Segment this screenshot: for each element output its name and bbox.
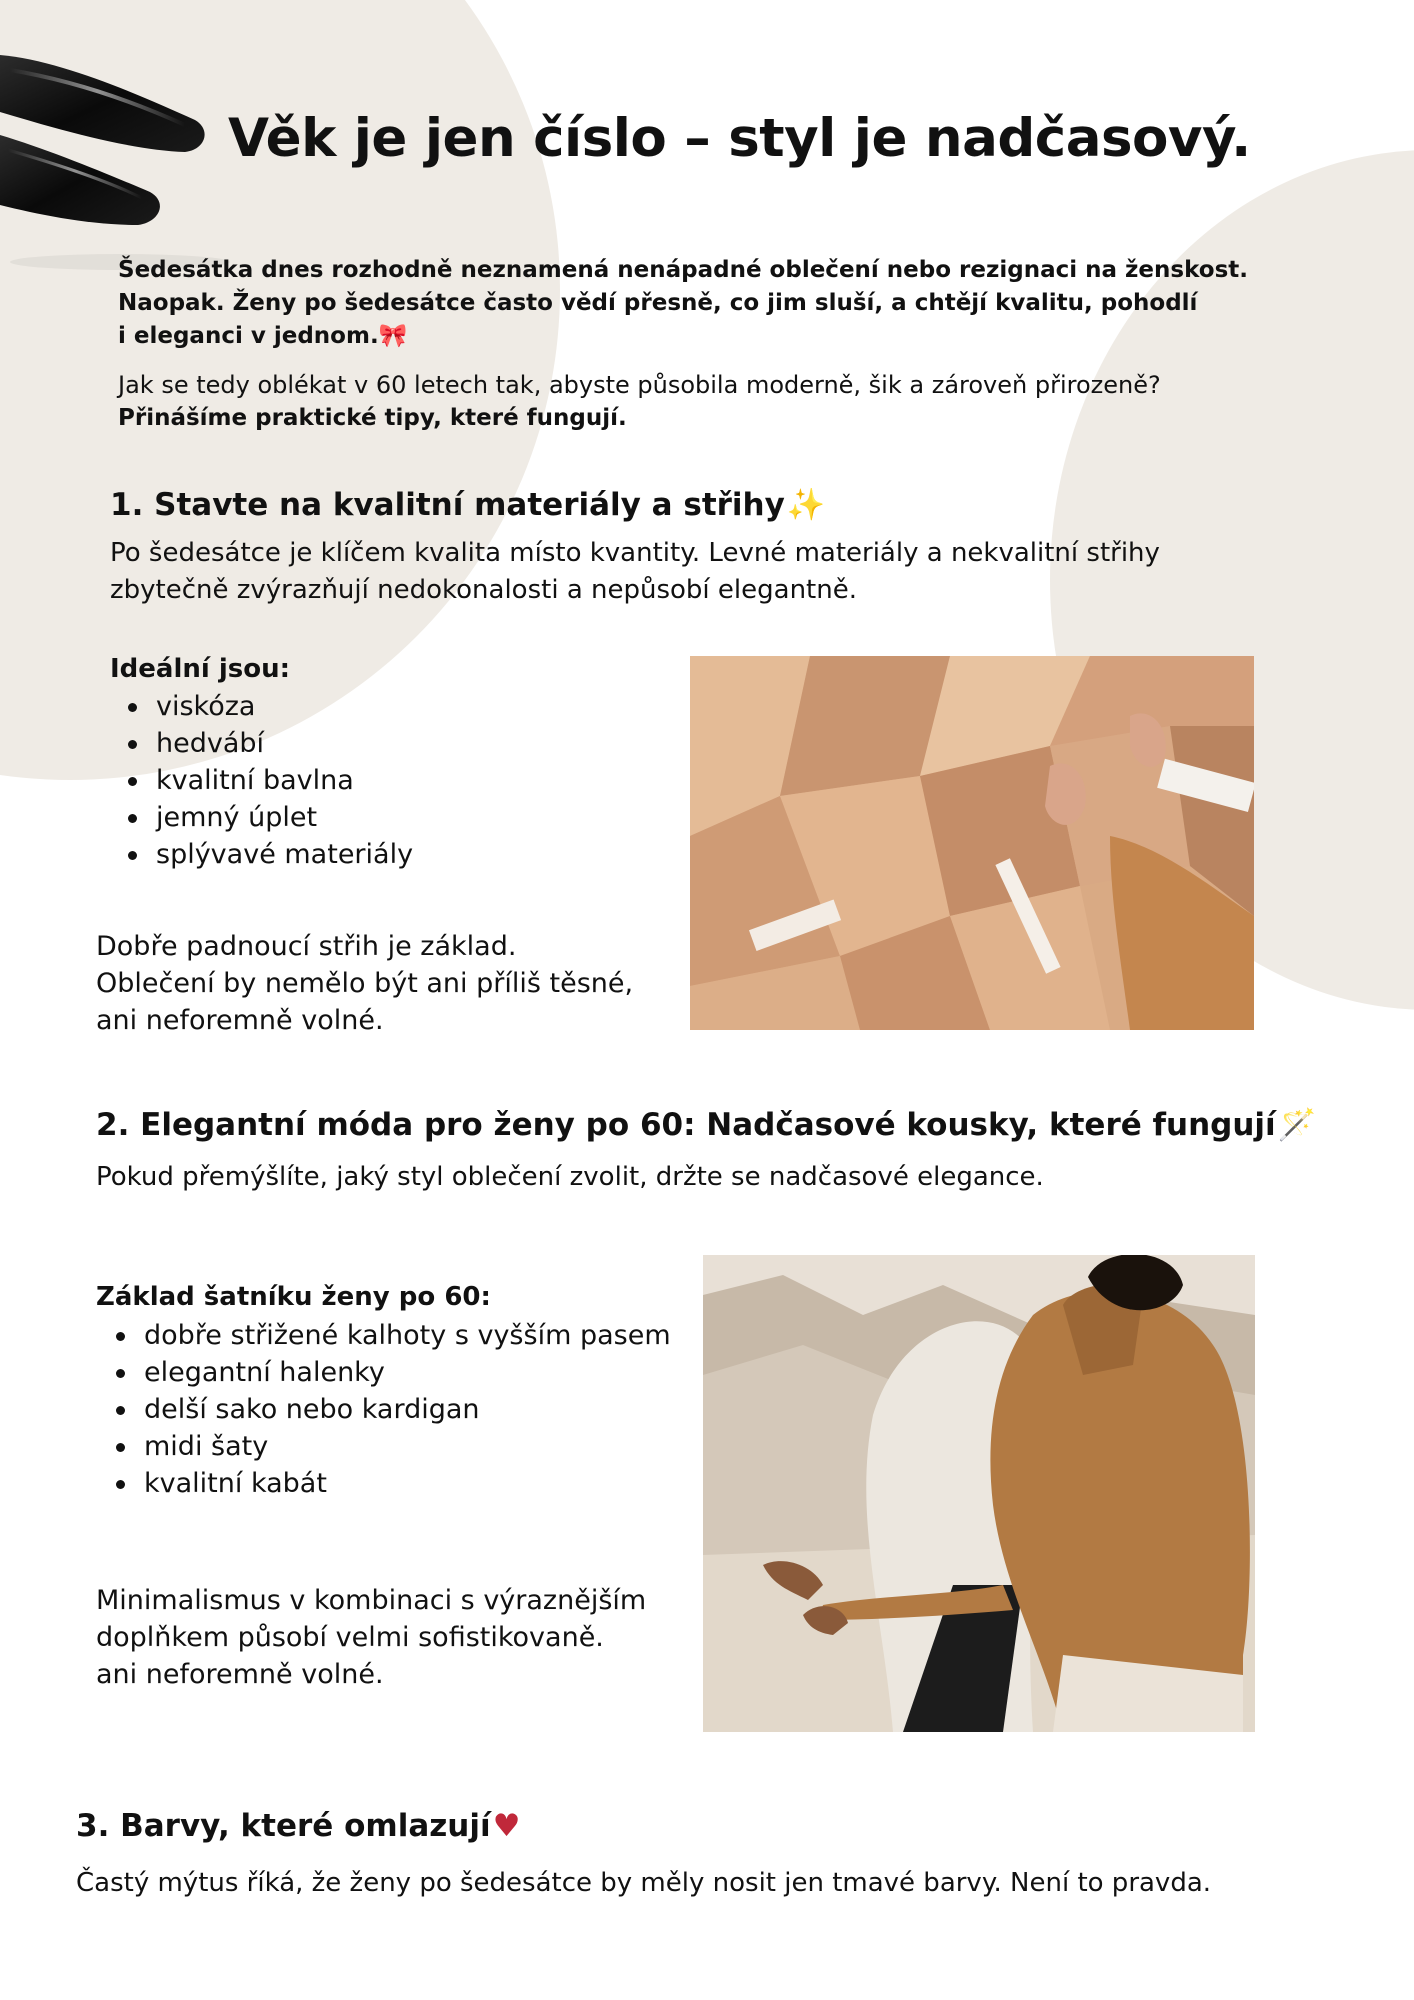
section2-wardrobe-list (102, 1317, 671, 1502)
list-item: jemný úplet (114, 799, 413, 836)
list-item: kvalitní kabát (102, 1465, 671, 1502)
sweaters-outdoor-photo (703, 1255, 1255, 1732)
list-item: splývavé materiály (114, 836, 413, 873)
intro-line-3: i eleganci v jednom.🎀 (118, 323, 408, 349)
list-item: delší sako nebo kardigan (102, 1391, 671, 1428)
list-item: viskóza (114, 688, 413, 725)
section1-heading (110, 486, 1310, 523)
section3-heading-text: 3. Barvy, které omlazují (76, 1808, 491, 1844)
list-item: kvalitní bavlna (114, 762, 413, 799)
section2-heading-text: 2. Elegantní móda pro ženy po 60: Nadčasové kousky, které fungují (96, 1107, 1276, 1143)
page-title: Věk je jen číslo – styl je nadčasový. (228, 108, 1251, 169)
section1-text-2: zbytečně zvýrazňují nedokonalosti a nepůsobí elegantně. (110, 575, 857, 605)
intro-line-1: Šedesátka dnes rozhodně neznamená nenápadné oblečení nebo rezignaci na ženskost. (118, 257, 1248, 283)
fabric-patterns-photo (690, 656, 1254, 1030)
section1-list-label: Ideální jsou: (110, 654, 291, 684)
intro-line-2: Naopak. Ženy po šedesátce často vědí přesně, co jim sluší, a chtějí kvalitu, pohodlí (118, 290, 1198, 316)
list-item: elegantní halenky (102, 1354, 671, 1391)
list-item: midi šaty (102, 1428, 671, 1465)
section2-text: Pokud přemýšlíte, jaký styl oblečení zvolit, držte se nadčasové elegance. (96, 1162, 1044, 1192)
section2-list-label: Základ šatníku ženy po 60: (96, 1282, 491, 1312)
section1-closing-3: ani neforemně volné. (96, 1005, 384, 1036)
section1-heading-text: 1. Stavte na kvalitní materiály a střihy (110, 487, 785, 523)
section2-closing-2: doplňkem působí velmi sofistikovaně. (96, 1622, 604, 1653)
section2-closing-1: Minimalismus v kombinaci s výraznějším (96, 1585, 647, 1616)
magic-wand-icon: 🪄 (1277, 1107, 1317, 1143)
list-item: hedvábí (114, 725, 413, 762)
section1-text-1: Po šedesátce je klíčem kvalita místo kvantity. Levné materiály a nekvalitní střihy (110, 538, 1160, 568)
section3-heading (76, 1808, 1076, 1844)
section1-closing-1: Dobře padnoucí střih je základ. (96, 931, 517, 962)
intro-question: Jak se tedy oblékat v 60 letech tak, abyste působila moderně, šik a zároveň přirozeně? (118, 371, 1161, 399)
section1-material-list (114, 688, 413, 873)
heart-icon: ♥ (492, 1808, 521, 1844)
section1-closing-2: Oblečení by nemělo být ani příliš těsné, (96, 968, 634, 999)
section3-text: Častý mýtus říká, že ženy po šedesátce by měly nosit jen tmavé barvy. Není to pravda. (76, 1868, 1212, 1898)
section2-heading (96, 1106, 1396, 1143)
intro-tips: Přinášíme praktické tipy, které fungují. (118, 405, 627, 431)
sparkles-icon: ✨ (786, 487, 826, 523)
section2-closing-3: ani neforemně volné. (96, 1659, 384, 1690)
list-item: dobře střižené kalhoty s vyšším pasem (102, 1317, 671, 1354)
